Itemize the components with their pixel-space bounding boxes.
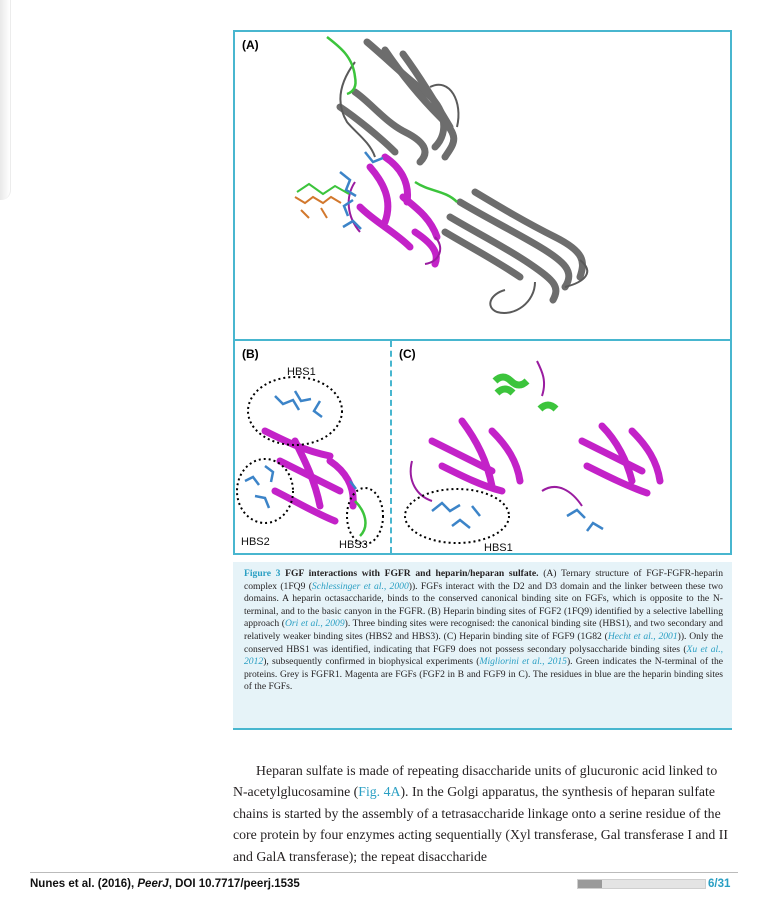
footer-authors: Nunes et al. (2016),	[30, 878, 138, 890]
body-text-1: Heparan sulfate is made of repeating disaccharide units of glucuronic acid linked to N-acetylglucosamine (	[233, 763, 718, 800]
panel-a-structure	[235, 32, 730, 339]
citation-link[interactable]: Migliorini et al., 2015	[479, 656, 567, 668]
caption-text-3: ). Three binding sites were recognised: the canonical binding site (HBS1), and two secondary and relatively weaker binding sites (HBS2 and HBS3). (C) Heparin binding site of FGF9 (1G82 (	[244, 618, 723, 642]
hbs2-label: HBS2	[241, 536, 270, 548]
caption-text-1: (A) Ternary structure of FGF-FGFR-heparin complex (1FQ9 (	[244, 568, 723, 592]
hbs1-label-b: HBS1	[287, 366, 316, 378]
figure-3	[233, 30, 732, 555]
citation-link[interactable]: Hecht et al., 2001	[607, 630, 678, 642]
panel-a	[235, 32, 730, 341]
body-paragraph	[233, 760, 733, 867]
citation-link[interactable]: Ori et al., 2009	[285, 618, 345, 630]
page-progress-bar	[577, 879, 706, 889]
hbs1-label-c: HBS1	[484, 542, 513, 554]
footer-divider	[30, 872, 738, 873]
citation-link[interactable]: Schlessinger et al., 2000	[311, 580, 409, 592]
page-progress-fill	[578, 880, 602, 888]
panel-c-structure	[392, 341, 730, 553]
caption-text-2: )). FGFs interact with the D2 and D3 domain and the linker between these two domains. A heparin octasaccharide, binds to the conserved canonical binding site on FGFs, which is opposite to the N-terminal, and to the basic canyon in the FGFR. (B) Heparin binding sites of FGF2 (1FQ9) identified by a selective labelling approach (	[244, 580, 723, 630]
footer-citation	[30, 878, 300, 890]
panel-b	[235, 341, 392, 553]
body-text-2: ). In the Golgi apparatus, the synthesis of heparan sulfate chains is started by the assembly of a tetrasaccharide linkage onto a serine residue of the core protein by four enzymes acting sequentially (Xyl transferase, Gal transferase I and II and GalA transferase); the repeat disaccharide	[233, 784, 728, 864]
hbs3-label: HBS3	[339, 539, 368, 551]
figure-title: FGF interactions with FGFR and heparin/heparan sulfate.	[285, 568, 539, 579]
footer-journal: PeerJ	[137, 878, 169, 890]
figure-4a-link[interactable]: Fig. 4A	[358, 784, 401, 800]
panel-b-label: (B)	[242, 347, 259, 361]
page-curl-shadow	[0, 0, 11, 200]
panel-a-label: (A)	[242, 38, 259, 52]
caption-text-5: ), subsequently confirmed in biophysical experiments (	[263, 656, 480, 668]
figure-caption	[233, 562, 732, 730]
caption-text-6: ). Green indicates the N-terminal of the proteins. Grey is FGFR1. Magenta are FGFs (FGF2 in B and FGF9 in C). The residues in blue are the heparin binding sites of the FGFs.	[244, 656, 723, 693]
page-number: 6/31	[708, 878, 731, 890]
footer-doi[interactable]: , DOI 10.7717/peerj.1535	[168, 878, 300, 890]
figure-number: Figure 3	[244, 568, 281, 579]
panel-c	[392, 341, 730, 553]
citation-link[interactable]: Xu et al., 2012	[244, 643, 724, 668]
caption-text-4: )). Only the conserved HBS1 was identified, indicating that FGF9 does not possess secondary polysaccharide binding sites (	[244, 630, 723, 655]
panel-c-label: (C)	[399, 347, 416, 361]
